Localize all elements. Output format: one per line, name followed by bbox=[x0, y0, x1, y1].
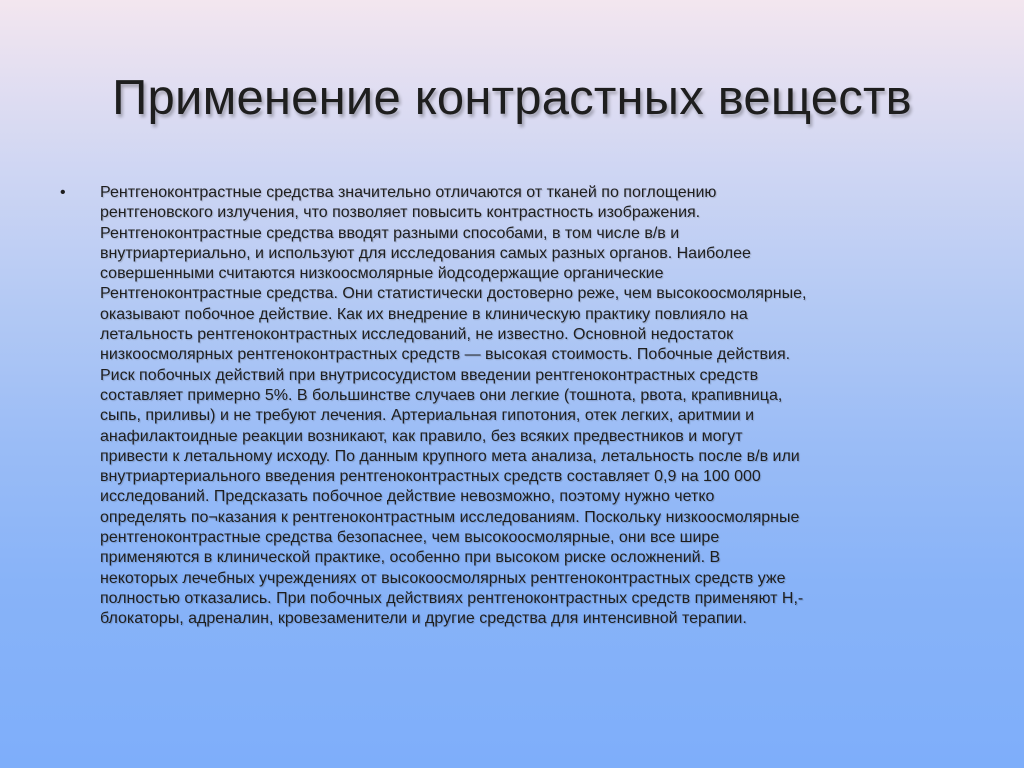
body-line: сыпь, приливы) и не требуют лечения. Артериальная гипотония, отек легких, аритмии и bbox=[100, 407, 755, 425]
body-line: полностью отказались. При побочных действиях рентгеноконтрастных средств применяют Н,- bbox=[100, 589, 804, 607]
body-line: оказывают побочное действие. Как их внедрение в клиническую практику повлияло на bbox=[100, 305, 748, 323]
body-line: внутриартериально, и используют для исследования самых разных органов. Наиболее bbox=[100, 244, 751, 262]
body-line: Рентгеноконтрастные средства. Они статистически достоверно реже, чем высокоосмолярные, bbox=[100, 285, 807, 303]
body-line: определять по¬казания к рентгеноконтрастным исследованиям. Поскольку низкоосмолярные bbox=[100, 508, 800, 526]
body-line: привести к летальному исходу. По данным крупного мета анализа, летальность после в/в или bbox=[100, 447, 800, 465]
body-line: рентгеновского излучения, что позволяет повысить контрастность изображения. bbox=[100, 204, 701, 222]
bullet-item bbox=[60, 183, 970, 630]
body-line: некоторых лечебных учреждениях от высокоосмолярных рентгеноконтрастных средств уже bbox=[100, 569, 786, 587]
body-line: анафилактоидные реакции возникают, как правило, без всяких предвестников и могут bbox=[100, 427, 743, 445]
body-line: внутриартериального введения рентгеноконтрастных средств составляет 0,9 на 100 000 bbox=[100, 468, 761, 486]
body-line: рентгеноконтрастные средства безопаснее, чем высокоосмолярные, они все шире bbox=[100, 529, 720, 547]
body-line: Рентгеноконтрастные средства вводят разными способами, в том числе в/в и bbox=[100, 224, 680, 242]
body-line: составляет примерно 5%. В большинстве случаев они легкие (тошнота, рвота, крапивница, bbox=[100, 386, 783, 404]
bullet-icon: • bbox=[60, 184, 66, 201]
body-line: низкоосмолярных рентгеноконтрастных средств — высокая стоимость. Побочные действия. bbox=[100, 346, 791, 364]
body-line: Рентгеноконтрастные средства значительно отличаются от тканей по поглощению bbox=[100, 184, 717, 201]
body-line: блокаторы, адреналин, кровезаменители и другие средства для интенсивной терапии. bbox=[100, 610, 747, 628]
body-line: применяются в клинической практике, особенно при высоком риске осложнений. В bbox=[100, 549, 721, 567]
body-paragraph bbox=[100, 183, 970, 630]
body-line: летальность рентгеноконтрастных исследований, не известно. Основной недостаток bbox=[100, 326, 734, 344]
slide-title: Применение контрастных веществ bbox=[112, 71, 912, 125]
body-line: исследований. Предсказать побочное действие невозможно, поэтому нужно четко bbox=[100, 488, 715, 506]
body-line: совершенными считаются низкоосмолярные йодсодержащие органические bbox=[100, 265, 664, 283]
bullet-list bbox=[60, 183, 970, 630]
body-line: Риск побочных действий при внутрисосудистом введении рентгеноконтрастных средств bbox=[100, 366, 759, 384]
